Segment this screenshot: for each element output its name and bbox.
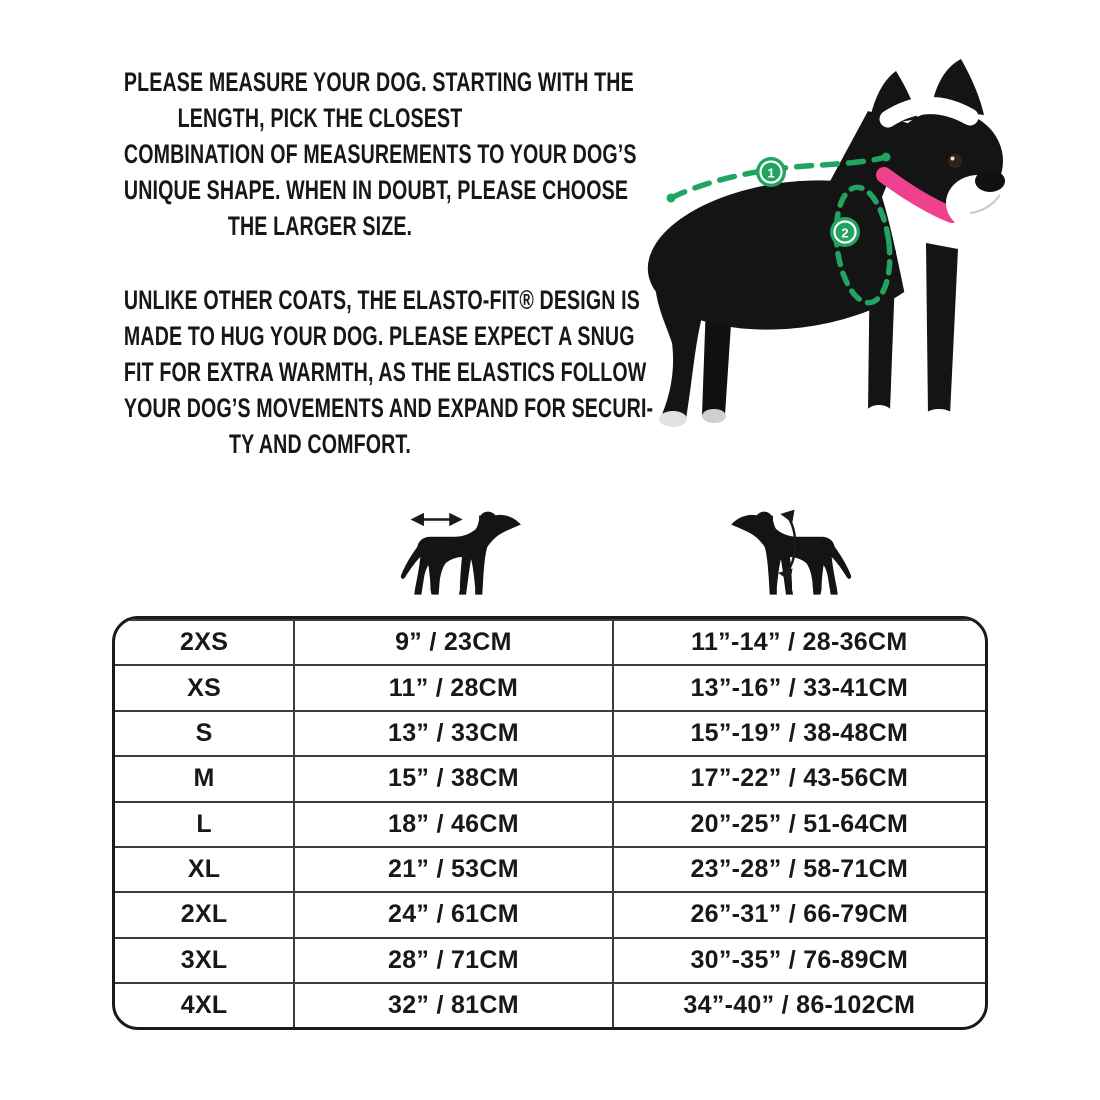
instruction-line: LENGTH, PICK THE CLOSEST [177, 103, 463, 133]
size-cell: L [115, 802, 294, 847]
size-cell: 2XS [115, 620, 294, 665]
dog-nose [975, 170, 1005, 192]
size-cell: 4XL [115, 983, 294, 1027]
size-table-body [115, 620, 985, 1027]
length-cell: 32” / 81CM [294, 983, 612, 1027]
length-cell: 13” / 33CM [294, 711, 612, 756]
length-cell: 18” / 46CM [294, 802, 612, 847]
length-cell: 15” / 38CM [294, 756, 612, 801]
size-table-row [115, 802, 985, 847]
instruction-line: UNLIKE OTHER COATS, THE ELASTO-FIT® DESIGN IS [123, 285, 641, 315]
length-cell: 21” / 53CM [294, 847, 612, 892]
instruction-line: TY AND COMFORT. [229, 429, 411, 459]
size-table-row [115, 665, 985, 710]
dog-measurement-photo [628, 45, 1013, 445]
girth-cell: 20”-25” / 51-64CM [613, 802, 985, 847]
size-table-row [115, 983, 985, 1027]
length-cell: 28” / 71CM [294, 938, 612, 983]
size-cell: M [115, 756, 294, 801]
svg-text:2: 2 [841, 225, 849, 241]
svg-text:1: 1 [767, 165, 775, 181]
size-chart-table [112, 616, 988, 1030]
size-table-row [115, 847, 985, 892]
girth-cell: 11”-14” / 28-36CM [613, 620, 985, 665]
girth-cell: 30”-35” / 76-89CM [613, 938, 985, 983]
girth-cell: 13”-16” / 33-41CM [613, 665, 985, 710]
length-cell: 24” / 61CM [294, 892, 612, 937]
girth-cell: 17”-22” / 43-56CM [613, 756, 985, 801]
size-table-row [115, 938, 985, 983]
measure-point-2-badge [830, 217, 860, 247]
size-cell: XL [115, 847, 294, 892]
instruction-line: YOUR DOG’S MOVEMENTS AND EXPAND FOR SECURI- [123, 393, 654, 423]
girth-cell: 23”-28” / 58-71CM [613, 847, 985, 892]
length-measure-dog-icon [398, 502, 530, 604]
size-table-row [115, 711, 985, 756]
size-cell: 2XL [115, 892, 294, 937]
dog-photo-illustration [628, 45, 1013, 445]
girth-cell: 15”-19” / 38-48CM [613, 711, 985, 756]
measure-point-1-badge [756, 157, 786, 187]
instruction-line: UNIQUE SHAPE. WHEN IN DOUBT, PLEASE CHOOSE [123, 175, 629, 205]
size-cell: 3XL [115, 938, 294, 983]
girth-cell: 34”-40” / 86-102CM [613, 983, 985, 1027]
dog-eye [948, 154, 962, 168]
instruction-line: PLEASE MEASURE YOUR DOG. STARTING WITH THE [123, 67, 634, 97]
length-cell: 11” / 28CM [294, 665, 612, 710]
instruction-line: MADE TO HUG YOUR DOG. PLEASE EXPECT A SNUG [123, 321, 635, 351]
girth-cell: 26”-31” / 66-79CM [613, 892, 985, 937]
length-cell: 9” / 23CM [294, 620, 612, 665]
elasto-fit-instructions-paragraph [123, 282, 654, 462]
instruction-line: COMBINATION OF MEASUREMENTS TO YOUR DOG’S [123, 139, 637, 169]
size-cell: S [115, 711, 294, 756]
instruction-line: FIT FOR EXTRA WARMTH, AS THE ELASTICS FOLLOW [123, 357, 647, 387]
size-table-row [115, 892, 985, 937]
instruction-line: THE LARGER SIZE. [227, 211, 413, 241]
size-table-row [115, 756, 985, 801]
size-cell: XS [115, 665, 294, 710]
size-table-row [115, 620, 985, 665]
girth-measure-dog-icon [722, 502, 854, 604]
measure-instructions-paragraph [123, 64, 637, 244]
